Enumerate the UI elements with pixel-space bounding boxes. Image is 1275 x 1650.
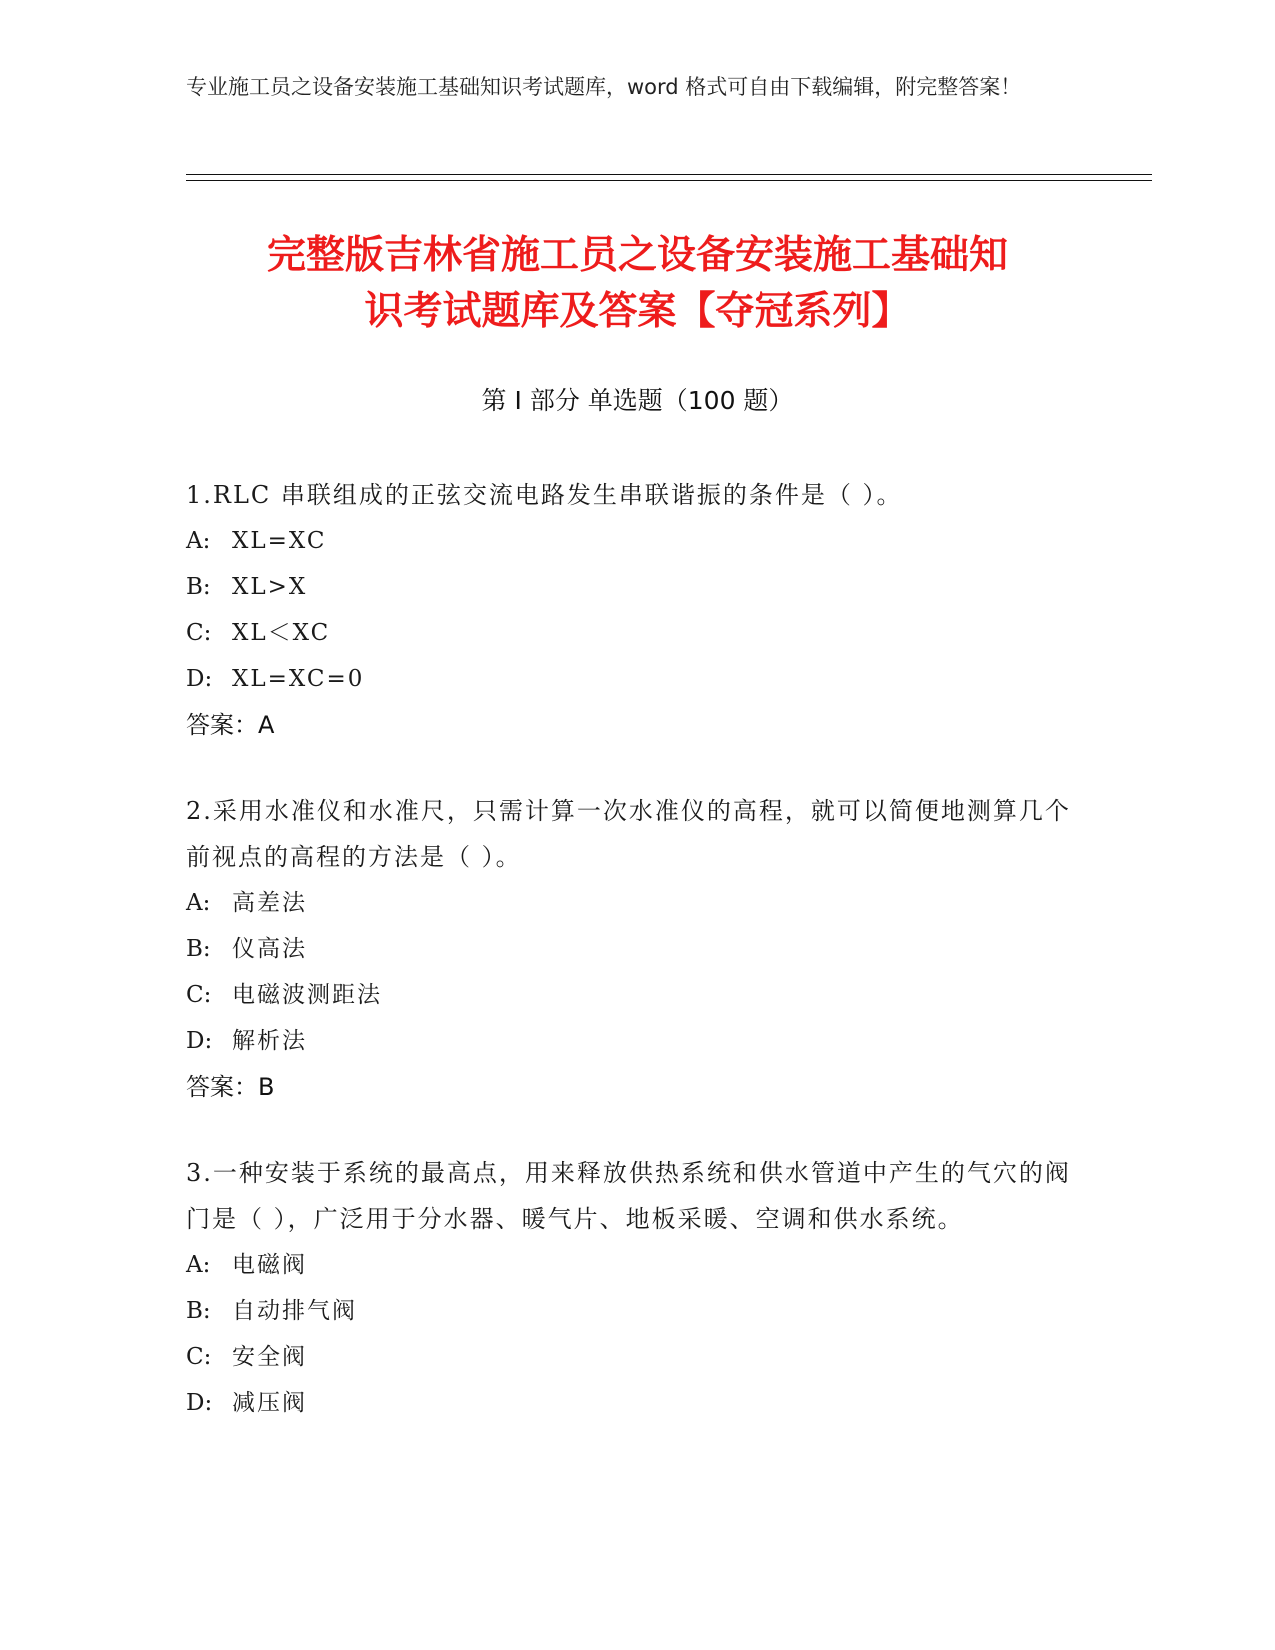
question-1-option-a [186, 518, 1076, 564]
option-text: 仪高法 [232, 936, 307, 962]
option-text: 电磁波测距法 [232, 982, 382, 1008]
option-text: 高差法 [232, 890, 307, 916]
option-key: B: [186, 1298, 211, 1324]
question-3 [186, 1150, 1076, 1426]
option-key: D: [186, 1028, 213, 1054]
question-2-answer: 答案：B [186, 1073, 275, 1101]
question-2 [186, 788, 1076, 1110]
option-text: 解析法 [232, 1028, 307, 1054]
question-1-text: 1.RLC 串联组成的正弦交流电路发生串联谐振的条件是（ ）。 [186, 481, 903, 509]
option-key: C: [186, 982, 212, 1008]
option-key: A: [186, 890, 211, 916]
question-3-option-a [186, 1242, 1076, 1288]
option-key: D: [186, 666, 213, 692]
option-text: 电磁阀 [232, 1252, 307, 1278]
title-line-1: 完整版吉林省施工员之设备安装施工基础知 [266, 233, 1008, 278]
document-title [160, 228, 1115, 340]
option-text: XL=XC [232, 528, 327, 554]
header-divider-bottom [186, 180, 1152, 181]
option-key: C: [186, 620, 212, 646]
question-2-option-d [186, 1018, 1076, 1064]
question-1 [186, 472, 1076, 748]
question-1-option-b [186, 564, 1076, 610]
option-key: C: [186, 1344, 212, 1370]
question-list [186, 472, 1076, 1466]
question-3-option-d [186, 1380, 1076, 1426]
option-text: XL＜XC [232, 620, 331, 646]
question-2-option-a [186, 880, 1076, 926]
option-text: 减压阀 [232, 1390, 307, 1416]
option-key: D: [186, 1390, 213, 1416]
option-text: XL=XC=0 [232, 666, 365, 692]
option-key: A: [186, 1252, 211, 1278]
option-key: A: [186, 528, 211, 554]
option-text: 自动排气阀 [232, 1298, 357, 1324]
question-2-option-b [186, 926, 1076, 972]
question-1-option-c [186, 610, 1076, 656]
question-2-text: 2.采用水准仪和水准尺，只需计算一次水准仪的高程，就可以简便地测算几个前视点的高程的方法是（ ）。 [186, 797, 1071, 871]
option-text: XL>X [232, 574, 308, 600]
question-1-option-d [186, 656, 1076, 702]
question-3-option-c [186, 1334, 1076, 1380]
question-3-text: 3.一种安装于系统的最高点，用来释放供热系统和供水管道中产生的气穴的阀门是（ ），广泛用于分水器、暖气片、地板采暖、空调和供水系统。 [186, 1159, 1071, 1233]
title-line-2: 识考试题库及答案【夺冠系列】 [364, 289, 911, 334]
header-note: 专业施工员之设备安装施工基础知识考试题库，word 格式可自由下载编辑，附完整答案！ [186, 75, 1022, 99]
section-heading: 第 I 部分 单选题（100 题） [481, 386, 794, 415]
question-2-option-c [186, 972, 1076, 1018]
option-key: B: [186, 574, 211, 600]
option-text: 安全阀 [232, 1344, 307, 1370]
option-key: B: [186, 936, 211, 962]
header-divider-top [186, 174, 1152, 175]
question-3-option-b [186, 1288, 1076, 1334]
question-1-answer: 答案：A [186, 711, 275, 739]
